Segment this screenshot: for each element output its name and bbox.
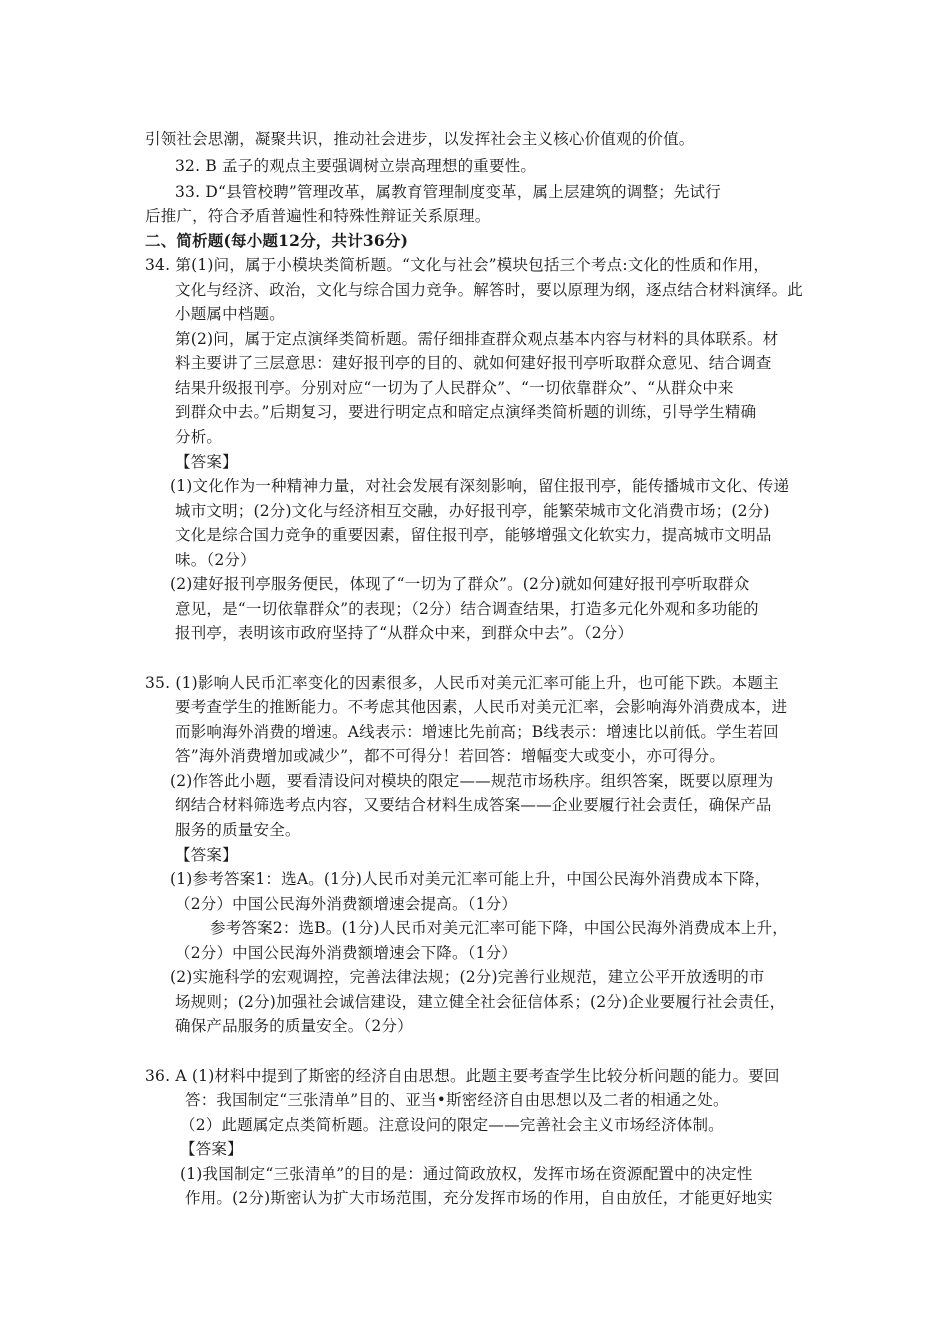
text-line: 后推广，符合矛盾普遍性和特殊性辩证关系原理。 [145, 207, 491, 225]
text-line: （2）此题属定点类简析题。注意设问的限定——完善社会主义市场经济体制。 [180, 1116, 724, 1134]
text-line: （2分）中国公民海外消费额增速会下降。（1分） [175, 944, 518, 962]
text-line: 参考答案2：选B。(1分)人民币对美元汇率可能下降，中国公民海外消费成本上升， [210, 919, 789, 937]
text-line: 味。（2分） [175, 551, 256, 569]
text-line: 文化是综合国力竞争的重要因素，留住报刊亭，能够增强文化软实力，提高城市文明品 [175, 526, 772, 544]
text-line: （2分）中国公民海外消费额增速会提高。（1分） [175, 895, 518, 913]
answer-heading: 【答案】 [175, 453, 238, 471]
text-line: 要考查学生的推断能力。不考虑其他因素，人民币对美元汇率，会影响海外消费成本，进 [175, 698, 788, 716]
text-line: (2)作答此小题，要看清设问对模块的限定——规范市场秩序。组织答案，既要以原理为 [170, 772, 774, 790]
answer-heading: 【答案】 [175, 846, 238, 864]
text-line: (1)参考答案1：选A。(1分)人民币对美元汇率可能上升，中国公民海外消费成本下降， [170, 870, 771, 888]
text-line: 答：我国制定“三张清单”目的、亚当•斯密经济自由思想以及二者的相通之处。 [185, 1091, 729, 1109]
text-line: 答”海外消费增加或减少”，都不可得分！若回答：增幅变大或变小，亦可得分。 [175, 747, 726, 765]
text-line: 服务的质量安全。 [175, 821, 301, 839]
text-line: 意见，是“一切依靠群众”的表现；（2分）结合调查结果，打造多元化外观和多功能的 [175, 600, 759, 618]
text-line: 小题属中档题。 [175, 305, 285, 323]
section-heading: 二、简析题(每小题12分，共计36分) [145, 231, 409, 250]
text-line: 作用。(2分)斯密认为扩大市场范围，充分发挥市场的作用，自由放任，才能更好地实 [185, 1189, 773, 1207]
answer-heading: 【答案】 [180, 1140, 243, 1158]
text-line: 纲结合材料筛选考点内容，又要结合材料生成答案——企业要履行社会责任，确保产品 [175, 796, 772, 814]
text-line: 场规则；(2分)加强社会诚信建设，建立健全社会征信体系；(2分)企业要履行社会责任， [175, 993, 786, 1011]
text-line: 文化与经济、政治，文化与综合国力竞争。解答时，要以原理为纲，逐点结合材料演绎。此 [175, 281, 804, 299]
text-line: (2)实施科学的宏观调控，完善法律法规；(2分)完善行业规范，建立公平开放透明的市 [170, 968, 765, 986]
text-line: 33. D“县管校聘”管理改革，属教育管理制度变革，属上层建筑的调整；先试行 [175, 183, 721, 201]
text-line: 报刊亭，表明该市政府坚持了“从群众中来，到群众中去”。（2分） [175, 624, 634, 642]
text-line: 引领社会思潮，凝聚共识，推动社会进步，以发挥社会主义核心价值观的价值。 [145, 130, 695, 148]
text-line: 分析。 [175, 428, 223, 446]
text-line: 35. (1)影响人民币汇率变化的因素很多，人民币对美元汇率可能上升，也可能下跌。本题主 [145, 674, 779, 692]
text-line: 确保产品服务的质量安全。（2分） [175, 1017, 413, 1035]
text-line: 到群众中去。”后期复习，要进行明定点和暗定点演绎类简析题的训练，引导学生精确 [175, 403, 757, 421]
text-line: 结果升级报刊亭。分别对应“一切为了人民群众”、“一切依靠群众”、“从群众中来 [175, 379, 734, 397]
text-line: (2)建好报刊亭服务便民，体现了“一切为了群众”。(2分)就如何建好报刊亭听取群众 [170, 575, 750, 593]
text-line: 而影响海外消费的增速。A线表示：增速比先前高；B线表示：增速比以前低。学生若回 [175, 723, 779, 741]
text-line: 第(2)问，属于定点演绎类简析题。需仔细排查群众观点基本内容与材料的具体联系。材 [175, 330, 779, 348]
text-line: 36. A (1)材料中提到了斯密的经济自由思想。此题主要考查学生比较分析问题的能力。要回 [145, 1067, 780, 1085]
text-line: 34. 第(1)问，属于小模块类简析题。“文化与社会”模块包括三个考点:文化的性质和作用， [145, 256, 770, 274]
text-line: (1)文化作为一种精神力量，对社会发展有深刻影响，留住报刊亭，能传播城市文化、传递 [170, 477, 790, 495]
text-line: 32. B 孟子的观点主要强调树立崇高理想的重要性。 [175, 157, 537, 175]
text-line: 料主要讲了三层意思：建好报刊亭的目的、就如何建好报刊亭听取群众意见、结合调查 [175, 354, 772, 372]
text-line: (1)我国制定“三张清单”的目的是：通过简政放权，发挥市场在资源配置中的决定性 [180, 1165, 753, 1183]
text-line: 城市文明；(2分)文化与经济相互交融，办好报刊亭，能繁荣城市文化消费市场；(2分) [175, 502, 770, 520]
